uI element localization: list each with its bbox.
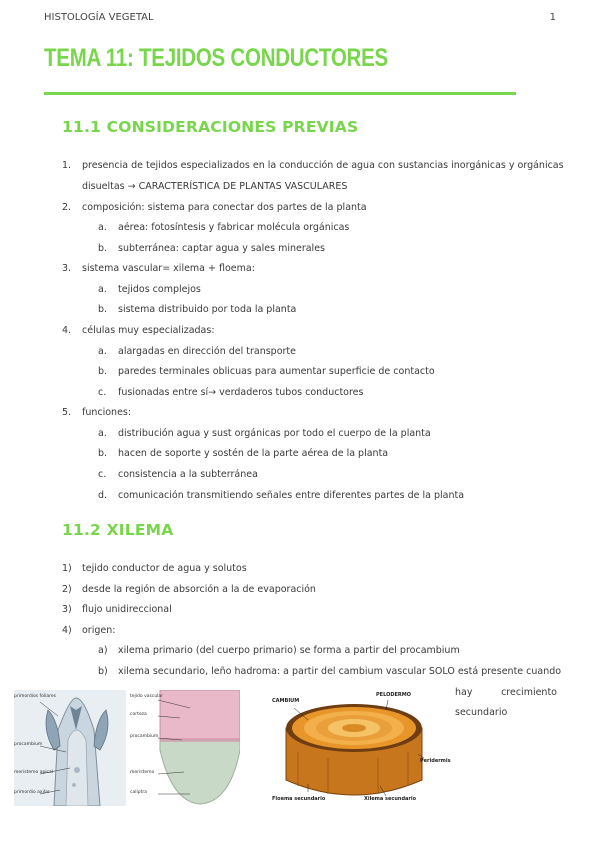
list-marker: 2) [62, 584, 72, 595]
list-marker: b. [98, 243, 108, 254]
figure-label: Peridermis [420, 758, 451, 764]
figure-label: primordios foliares [14, 694, 56, 699]
figure-label: Floema secundario [272, 796, 326, 802]
list-marker: b. [98, 448, 108, 459]
trunk-image [268, 688, 458, 808]
list-text: aérea: fotosíntesis y fabricar molécula orgánicas [118, 222, 350, 233]
title-divider [44, 92, 516, 95]
shoot-apex-image [14, 690, 126, 806]
list-item-continuation [455, 703, 507, 723]
list-marker: 5. [62, 407, 72, 418]
figure-label: CAMBIUM [272, 698, 300, 704]
list-marker: 3. [62, 263, 72, 274]
root-tip-micrograph [130, 690, 240, 806]
list-marker: c. [98, 387, 107, 398]
trunk-cross-section-illustration [268, 688, 458, 808]
figure-label: tejido vascular [130, 694, 164, 699]
list-text: composición: sistema para conectar dos partes de la planta [82, 202, 367, 213]
list-text: xilema secundario, leño hadroma: a partir del cambium vascular SOLO está presente cuando [118, 666, 562, 677]
list-marker: b. [98, 366, 108, 377]
list-text-word: crecimiento [501, 687, 557, 698]
figure-label: primordio axilar [14, 790, 50, 795]
figure-label: procambium [130, 734, 159, 739]
list-marker: b) [98, 666, 108, 677]
figure-label: caliptra [130, 790, 147, 795]
list-marker: 1. [62, 160, 72, 171]
list-text: subterránea: captar agua y sales minerales [118, 243, 325, 254]
list-marker: 4) [62, 625, 72, 636]
shoot-apex-micrograph [14, 690, 126, 806]
list-text: secundario [455, 707, 508, 718]
root-tip-image [130, 690, 240, 806]
list-marker: a. [98, 284, 107, 295]
list-text: tejido conductor de agua y solutos [82, 563, 247, 574]
list-marker: a. [98, 346, 107, 357]
running-title: HISTOLOGÍA VEGETAL [44, 12, 154, 23]
list-text: fusionadas entre sí→ verdaderos tubos conductores [118, 387, 364, 398]
list-marker: a. [98, 222, 107, 233]
list-marker: c. [98, 469, 107, 480]
page-number: 1 [549, 12, 556, 23]
list-text: distribución agua y sust orgánicas por todo el cuerpo de la planta [118, 428, 431, 439]
list-text: xilema primario (del cuerpo primario) se forma a partir del procambium [118, 645, 460, 656]
list-marker: 3) [62, 604, 72, 615]
list-text: tejidos complejos [118, 284, 201, 295]
list-text-word: hay [455, 687, 473, 698]
list-text: comunicación transmitiendo señales entre diferentes partes de la planta [118, 490, 465, 501]
list-text: desde la región de absorción a la de evaporación [82, 584, 316, 595]
list-marker: a) [98, 645, 108, 656]
section-heading-xilema: 11.2 XILEMA [62, 521, 174, 539]
list-marker: a. [98, 428, 107, 439]
figure-label: corteza [130, 712, 147, 717]
running-header [44, 12, 556, 23]
document-title: TEMA 11: TEJIDOS CONDUCTORES [44, 44, 388, 72]
list-text: presencia de tejidos especializados en la conducción de agua con sustancias inorgánicas y orgánicas [82, 160, 564, 171]
list-marker: 1) [62, 563, 72, 574]
list-text: funciones: [82, 407, 132, 418]
list-text: hacen de soporte y sostén de la parte aérea de la planta [118, 448, 389, 459]
list-text: paredes terminales oblicuas para aumentar superficie de contacto [118, 366, 435, 377]
list-text: flujo unidireccional [82, 604, 172, 615]
figure-label: meristemo [130, 770, 155, 775]
list-text: alargadas en dirección del transporte [118, 346, 297, 357]
list-text: consistencia a la subterránea [118, 469, 258, 480]
list-marker: 2. [62, 202, 72, 213]
figure-label: PELODERMO [376, 692, 411, 698]
list-marker: 4. [62, 325, 72, 336]
list-text: sistema vascular= xilema + floema: [82, 263, 255, 274]
list-text: células muy especializadas: [82, 325, 215, 336]
list-marker: b. [98, 304, 108, 315]
list-text: origen: [82, 625, 116, 636]
section-heading-consideraciones: 11.1 CONSIDERACIONES PREVIAS [62, 118, 359, 136]
figure-label: meristemo apical [14, 770, 54, 775]
list-marker: d. [98, 490, 108, 501]
list-text: sistema distribuido por toda la planta [118, 304, 297, 315]
figure-label: Xilema secundario [364, 796, 417, 802]
list-text: disueltas → CARACTERÍSTICA DE PLANTAS VASCULARES [82, 181, 348, 192]
figure-label: procambium [14, 742, 43, 747]
